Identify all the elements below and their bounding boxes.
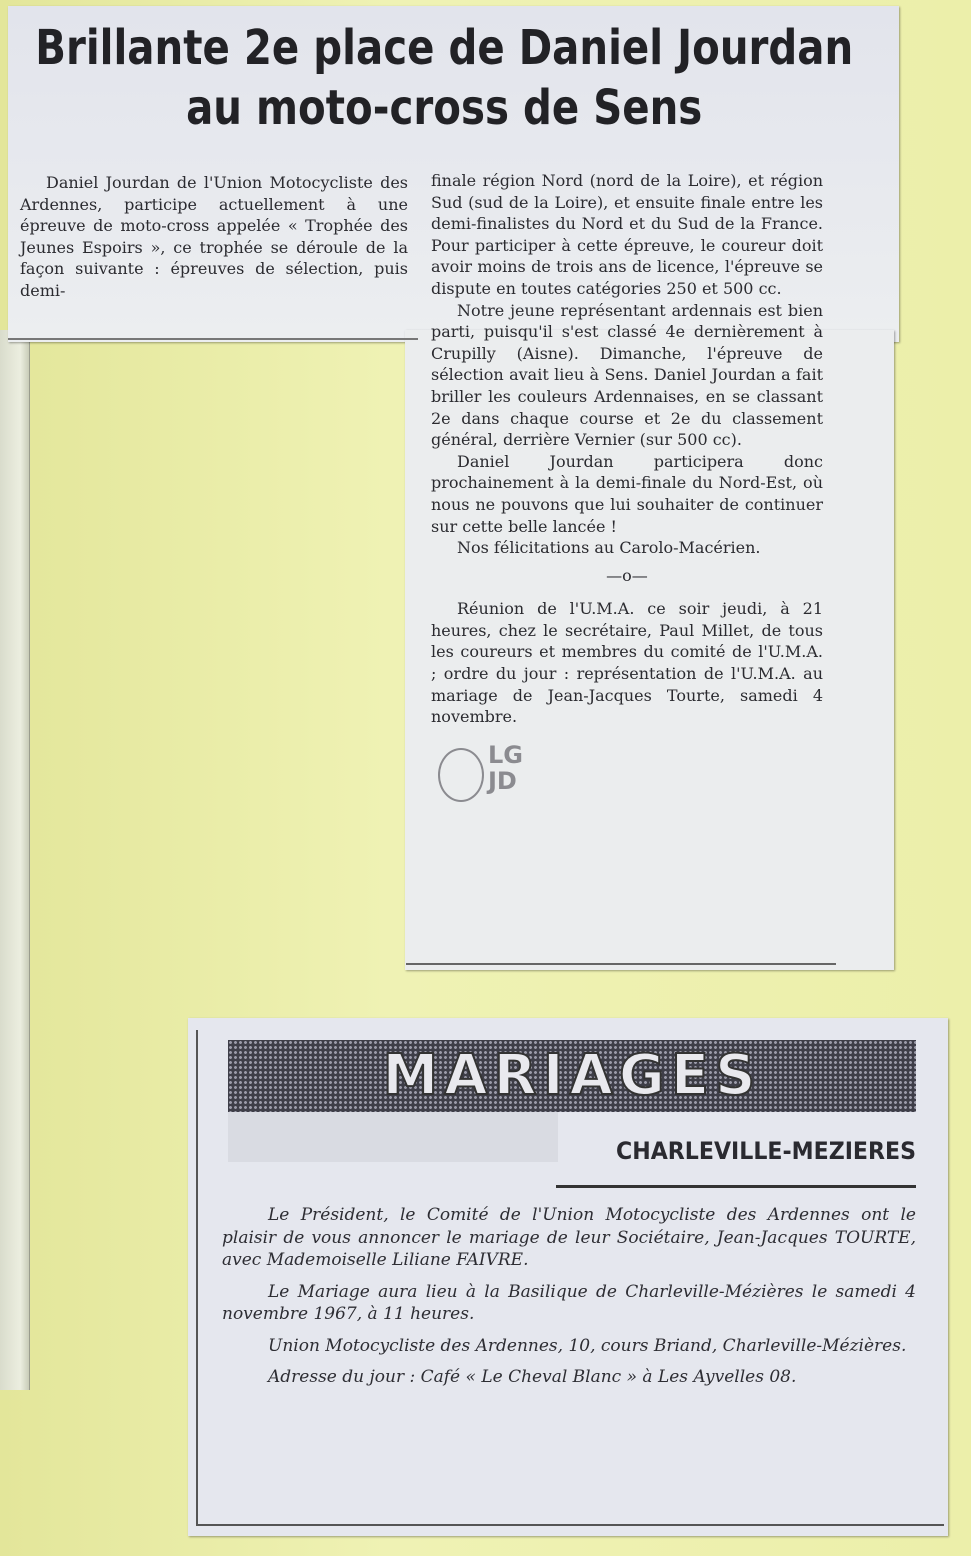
clipping-cut-line <box>8 338 418 340</box>
article-column-left <box>20 172 408 302</box>
portrait-icon <box>438 748 484 802</box>
banner-shadow-block <box>228 1112 558 1162</box>
watermark-letters-top: LG <box>488 741 523 769</box>
page-edge-strip <box>0 330 30 1390</box>
section-separator: —o— <box>606 565 648 585</box>
headline-line-2: au moto-cross de Sens <box>186 80 703 136</box>
notice-paragraph: Le Mariage aura lieu à la Basilique de Charleville-Mézières le samedi 4 novembre 1967, à 11 heures. <box>222 1281 916 1324</box>
headline-line-1: Brillante 2e place de Daniel Jourdan <box>35 20 854 76</box>
watermark-letters <box>488 742 523 794</box>
article-paragraph: Daniel Jourdan participera donc prochainement à la demi-finale du Nord-Est, où nous ne pouvons que lui souhaiter de continuer sur cette belle lancée ! <box>431 451 823 536</box>
clipping-bottom-rule <box>406 963 836 965</box>
mariages-banner-title: MARIAGES <box>382 1043 762 1108</box>
watermark-letters-bottom: JD <box>488 767 517 795</box>
article-column-right <box>431 170 823 728</box>
article-paragraph: Notre jeune représentant ardennais est bien parti, puisqu'il s'est classé 4e dernièrement à Crupilly (Aisne). Dimanche, l'épreuve de sélection avait lieu à Sens. Daniel Jourdan a fait briller les couleurs Ardennaises, en se classant 2e dans chaque course et 2e du classement général, derrière Vernier (sur 500 cc). <box>431 300 823 450</box>
notice-paragraph: Adresse du jour : Café « Le Cheval Blanc » à Les Ayvelles 08. <box>268 1367 797 1387</box>
notice-paragraph: Le Président, le Comité de l'Union Motocycliste des Ardennes ont le plaisir de vous annoncer le mariage de leur Sociétaire, Jean-Jacques TOURTE, avec Mademoiselle Liliane FAIVRE. <box>222 1205 916 1270</box>
watermark-logo <box>438 742 530 804</box>
article-paragraph: finale région Nord (nord de la Loire), et région Sud (sud de la Loire), et ensuite finale entre les demi-finalistes du Nord et du Sud de la France. Pour participer à cette épreuve, le coureur doit avoir moins de trois ans de licence, l'épreuve se dispute en toutes catégories 250 et 500 cc. <box>431 171 823 298</box>
notice-paragraph: Union Motocycliste des Ardennes, 10, cours Briand, Charleville-Mézières. <box>268 1335 907 1356</box>
city-heading: CHARLEVILLE-MEZIERES <box>616 1137 916 1165</box>
city-heading-rule <box>556 1185 916 1188</box>
article-paragraph: Daniel Jourdan de l'Union Motocycliste des Ardennes, participe actuellement à une épreuve de moto-cross appelée « Trophée des Jeunes Espoirs », ce trophée se déroule de la façon suivante : épreuves de sélection, puis demi- <box>20 173 408 300</box>
wedding-notice-body <box>222 1204 916 1398</box>
article-paragraph: Réunion de l'U.M.A. ce soir jeudi, à 21 heures, chez le secrétaire, Paul Millet, de tous les coureurs et membres du comité de l'U.M.A. ; ordre du jour : représentation de l'U.M.A. au mariage de Jean-Jacques Tourte, samedi 4 novembre. <box>431 599 823 727</box>
article-paragraph: Nos félicitations au Carolo-Macérien. <box>457 538 761 558</box>
article-headline <box>20 18 868 138</box>
